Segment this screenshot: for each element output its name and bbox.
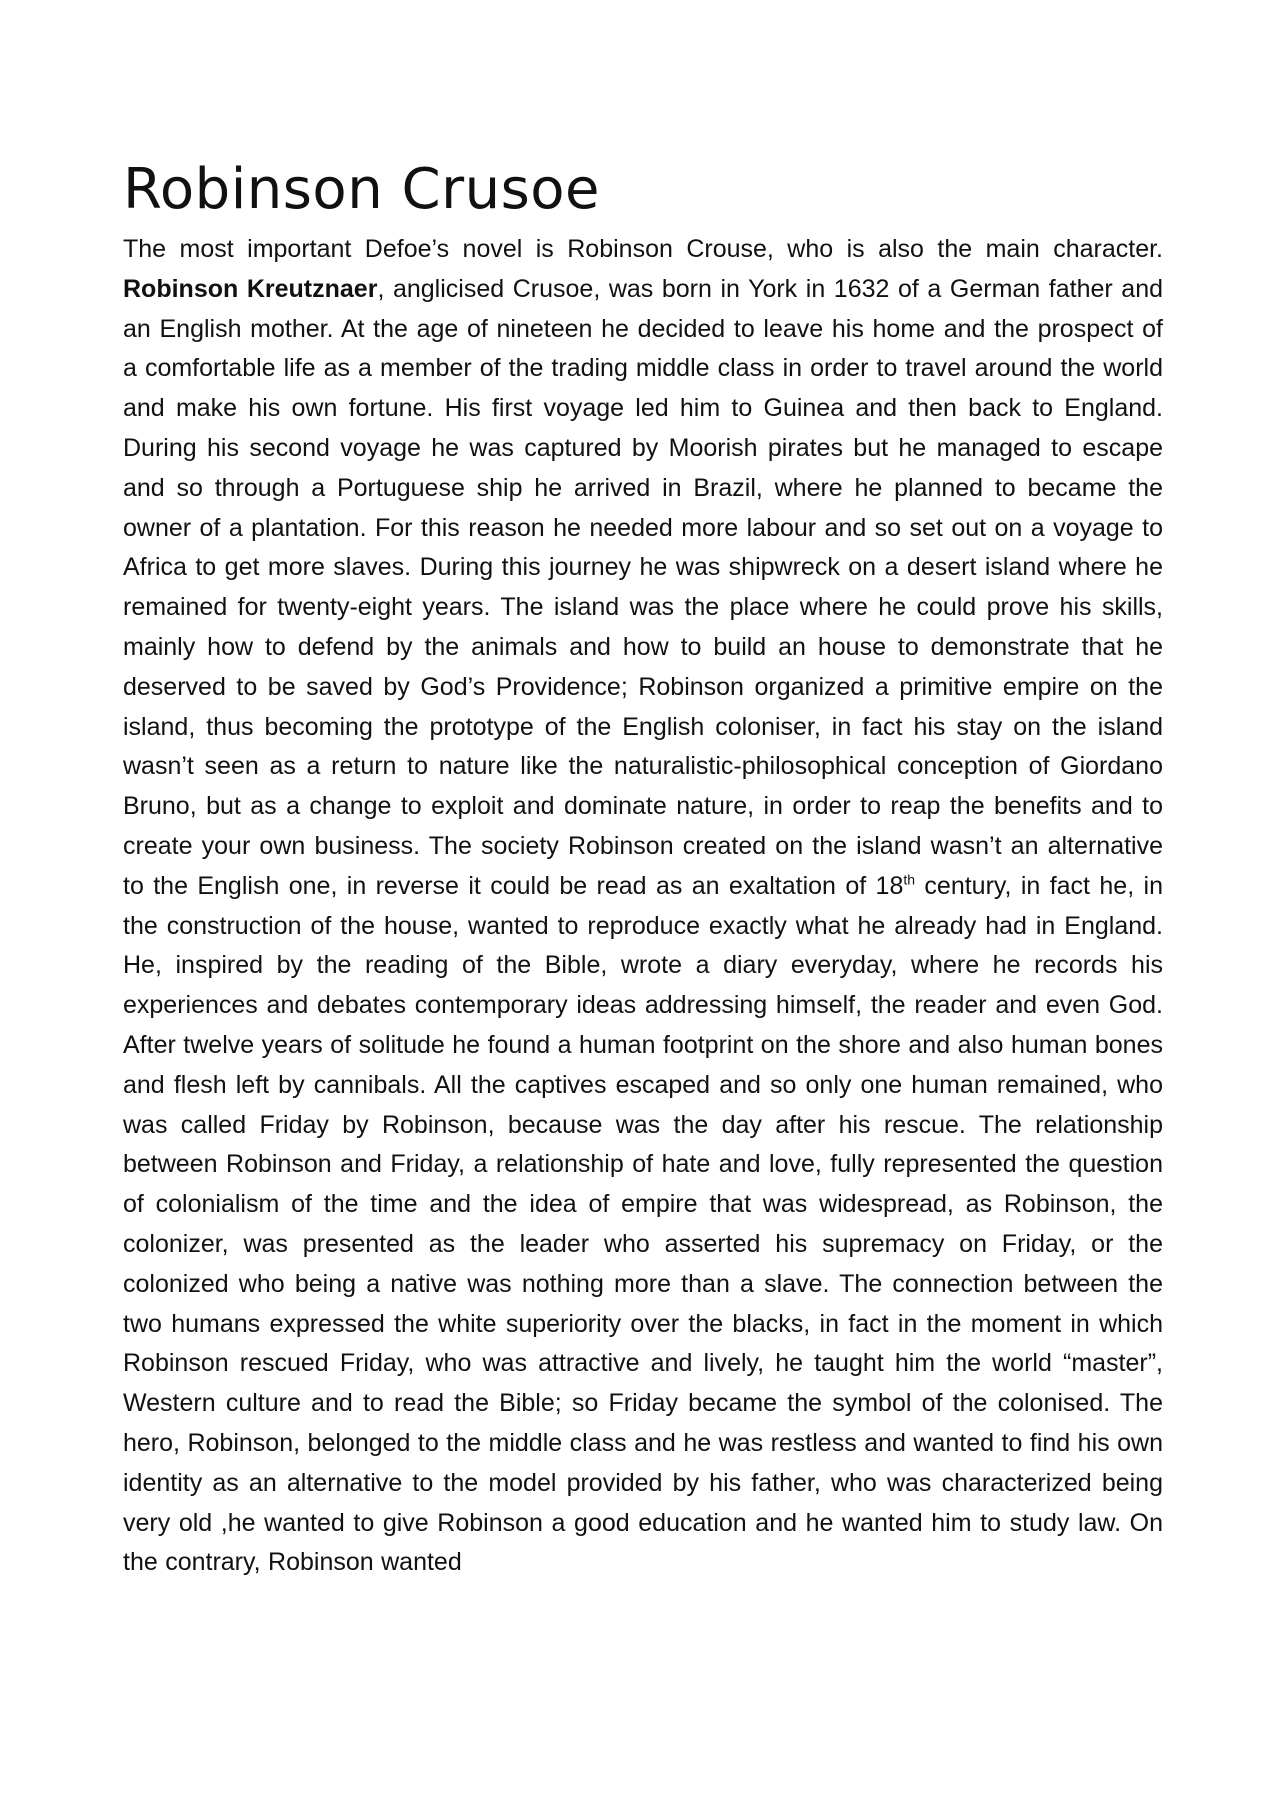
body-paragraph: [123, 230, 1163, 1583]
paragraph-end-text: century, in fact he, in the construction of the house, wanted to reproduce exactly what he already had in England. He, inspired by the reading of the Bible, wrote a diary everyday, where he records his experiences and debates contemporary ideas addressing himself, the reader and even God. After twelve years of solitude he found a human footprint on the shore and also human bones and flesh left by cannibals. All the captives escaped and so only one human remained, who was called Friday by Robinson, because was the day after his rescue. The relationship between Robinson and Friday, a relationship of hate and love, fully represented the question of colonialism of the time and the idea of empire that was widespread, as Robinson, the colonizer, was presented as the leader who asserted his supremacy on Friday, or the colonized who being a native was nothing more than a slave. The connection between the two humans expressed the white superiority over the blacks, in fact in the moment in which Robinson rescued Friday, who was attractive and lively, he taught him the world “master”, Western culture and to read the Bible; so Friday became the symbol of the colonised. The hero, Robinson, belonged to the middle class and he was restless and wanted to find his own identity as an alternative to the model provided by his father, who was characterized being very old ,he wanted to give Robinson a good education and he wanted him to study law. On the contrary, Robinson wanted: [123, 871, 1163, 1577]
bold-name-text: Robinson Kreutznaer: [123, 274, 378, 303]
document-content: [123, 150, 1163, 1583]
paragraph-main-text: , anglicised Crusoe, was born in York in 1632 of a German father and an English mother. At the age of nineteen he decided to leave his home and the prospect of a comfortable life as a member of the trading middle class in order to travel around the world and make his own fortune. His first voyage led him to Guinea and then back to England. During his second voyage he was captured by Moorish pirates but he managed to escape and so through a Portuguese ship he arrived in Brazil, where he planned to became the owner of a plantation. For this reason he needed more labour and so set out on a voyage to Africa to get more slaves. During this journey he was shipwreck on a desert island where he remained for twenty-eight years. The island was the place where he could prove his skills, mainly how to defend by the animals and how to build an house to demonstrate that he deserved to be saved by God’s Providence; Robinson organized a primitive empire on the island, thus becoming the prototype of the English coloniser, in fact his stay on the island wasn’t seen as a return to nature like the naturalistic-philosophical conception of Giordano Bruno, but as a change to exploit and dominate nature, in order to reap the benefits and to create your own business. The society Robinson created on the island wasn’t an alternative to the English one, in reverse it could be read as an exaltation of 18: [123, 274, 1164, 900]
paragraph-intro-text: The most important Defoe’s novel is Robinson Crouse, who is also the main character.: [123, 235, 1163, 263]
document-title: Robinson Crusoe: [123, 157, 600, 222]
superscript-th: th: [903, 871, 916, 888]
